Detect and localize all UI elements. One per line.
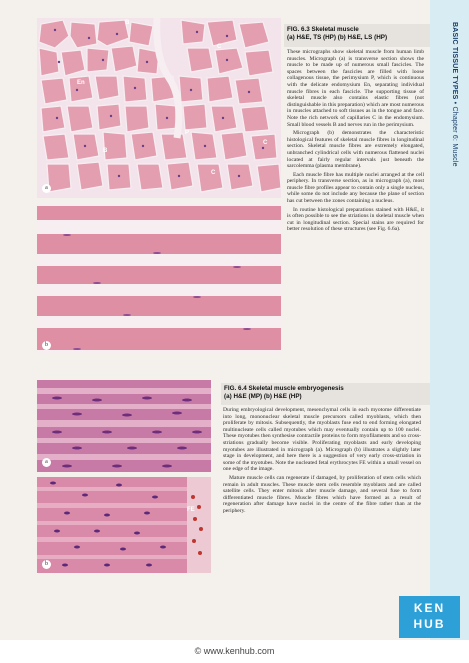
micrograph-6-3a-image <box>37 18 281 198</box>
logo-line-2: HUB <box>413 617 446 631</box>
label-fetal-erythrocytes: FE <box>187 507 195 513</box>
footer <box>0 640 469 663</box>
paragraph: These micrographs show skeletal muscle from human limb muscles. Micrograph (a) is transverse section shows the muscle to be made up of numerous small fascicles. The spaces between the fascicles are filled with loose collagenous tissue, the perimysium P, which is continuous with the delicate endomysium En, separating individual muscle fibres in each fascicle. The supporting tissue of skeletal muscle also contains elastic fibres (not distinguishable in this preparation) which are most numerous in muscles attached to soft tissues as in the tongue and face. Note the rich network of capillaries C in the endomysium. Small blood vessels B and nerves run in the perimysium. <box>287 49 424 128</box>
figure-6-4-subtitle: (a) H&E (MP) (b) H&E (HP) <box>224 392 302 400</box>
footer-url: © www.kenhub.com <box>194 646 275 656</box>
label-endomysium: En <box>77 80 85 86</box>
figure-6-3-title: FIG. 6.3 Skeletal muscle <box>287 26 359 33</box>
figure-6-3-text <box>287 49 424 235</box>
figure-6-3-caption <box>284 24 430 47</box>
micrograph-6-3b-image <box>37 204 281 354</box>
chapter-heading <box>451 22 458 167</box>
micrograph-6-3a <box>37 18 281 198</box>
kenhub-logo <box>399 596 460 638</box>
chapter-sidebar <box>430 0 469 663</box>
chapter-title: Chapter 6: Muscle <box>451 106 458 167</box>
panel-a-label: a <box>42 184 51 193</box>
label-capillary: C <box>217 44 222 50</box>
paragraph: During embryological development, mesenchymal cells in each myotome differentiate into long, mononuclear skeletal muscle precursors called myoblasts, which then proliferate by mitosis. Subsequently, the myoblasts fuse end to end forming elongated multinucleate cells called myotubes which may eventually contain up to 100 nuclei. These myotubes then synthesise contractile proteins to form myofilaments and so cross-striations gradually become visible. Proliferating myoblasts and early developing myotubes are illustrated in micrograph (a). Micrograph (b) illustrates a slightly later stage in development, and here there is a suggestion of very early cross-striation in some of the myotubes. Note the nucleated fetal erythrocytes FE within a small vessel on one edge of the image. <box>223 407 421 473</box>
separator: • <box>451 101 458 105</box>
micrograph-6-4b <box>37 477 211 573</box>
paragraph: In routine histological preparations stained with H&E, it is often possible to see the striations in skeletal muscle when cut in longitudinal section. Special stains are required for better resolution of these structures (see Fig. 6.6a). <box>287 206 424 233</box>
panel-b-label: b <box>42 341 51 350</box>
label-capillary-3: C <box>211 170 216 176</box>
label-perimysium: P <box>185 130 190 136</box>
paragraph: Each muscle fibre has multiple nuclei arranged at the cell periphery. In transverse section, as in micrograph (a), most muscle fibre profiles appear to contain only a single nucleus, while some do not include any because the plane of section has cut between the zones containing a nucleus. <box>287 171 424 205</box>
panel-b-label: b <box>42 560 51 569</box>
figure-6-4-title: FIG. 6.4 Skeletal muscle embryogenesis <box>224 385 344 392</box>
logo-line-1: KEN <box>413 601 446 615</box>
label-blood-vessel-2: B <box>103 148 108 154</box>
micrograph-6-4a <box>37 380 211 472</box>
section-title: BASIC TISSUE TYPES <box>451 22 458 100</box>
panel-a-label: a <box>42 458 51 467</box>
label-blood-vessel: B <box>125 20 130 26</box>
paragraph: Mature muscle cells can regenerate if damaged, by proliferation of stem cells which remain in adult muscles. These muscle stem cells resemble myoblasts and are called satellite cells. They enter mitosis after muscle damage, and several fuse to form differentiated muscle fibres. Muscle fibres which have formed as a result of regeneration after damage have nuclei in the centre of the fibre rather than at the periphery. <box>223 474 421 514</box>
micrograph-6-3b <box>37 204 281 354</box>
figure-6-4-text <box>223 407 421 517</box>
paragraph: Micrograph (b) demonstrates the characteristic histological features of skeletal muscle fibres in longitudinal section. Skeletal muscle fibres are extremely elongated, unbranched cylindrical cells with numerous flattened nuclei located at fairly regular intervals just beneath the sarcolemma (plasma membrane). <box>287 130 424 170</box>
label-capillary-2: C <box>263 140 268 146</box>
micrograph-6-4b-image <box>37 477 211 573</box>
figure-6-4-caption <box>221 383 430 405</box>
figure-6-3-subtitle: (a) H&E, TS (HP) (b) H&E, LS (HP) <box>287 33 388 41</box>
micrograph-6-4a-image <box>37 380 211 472</box>
